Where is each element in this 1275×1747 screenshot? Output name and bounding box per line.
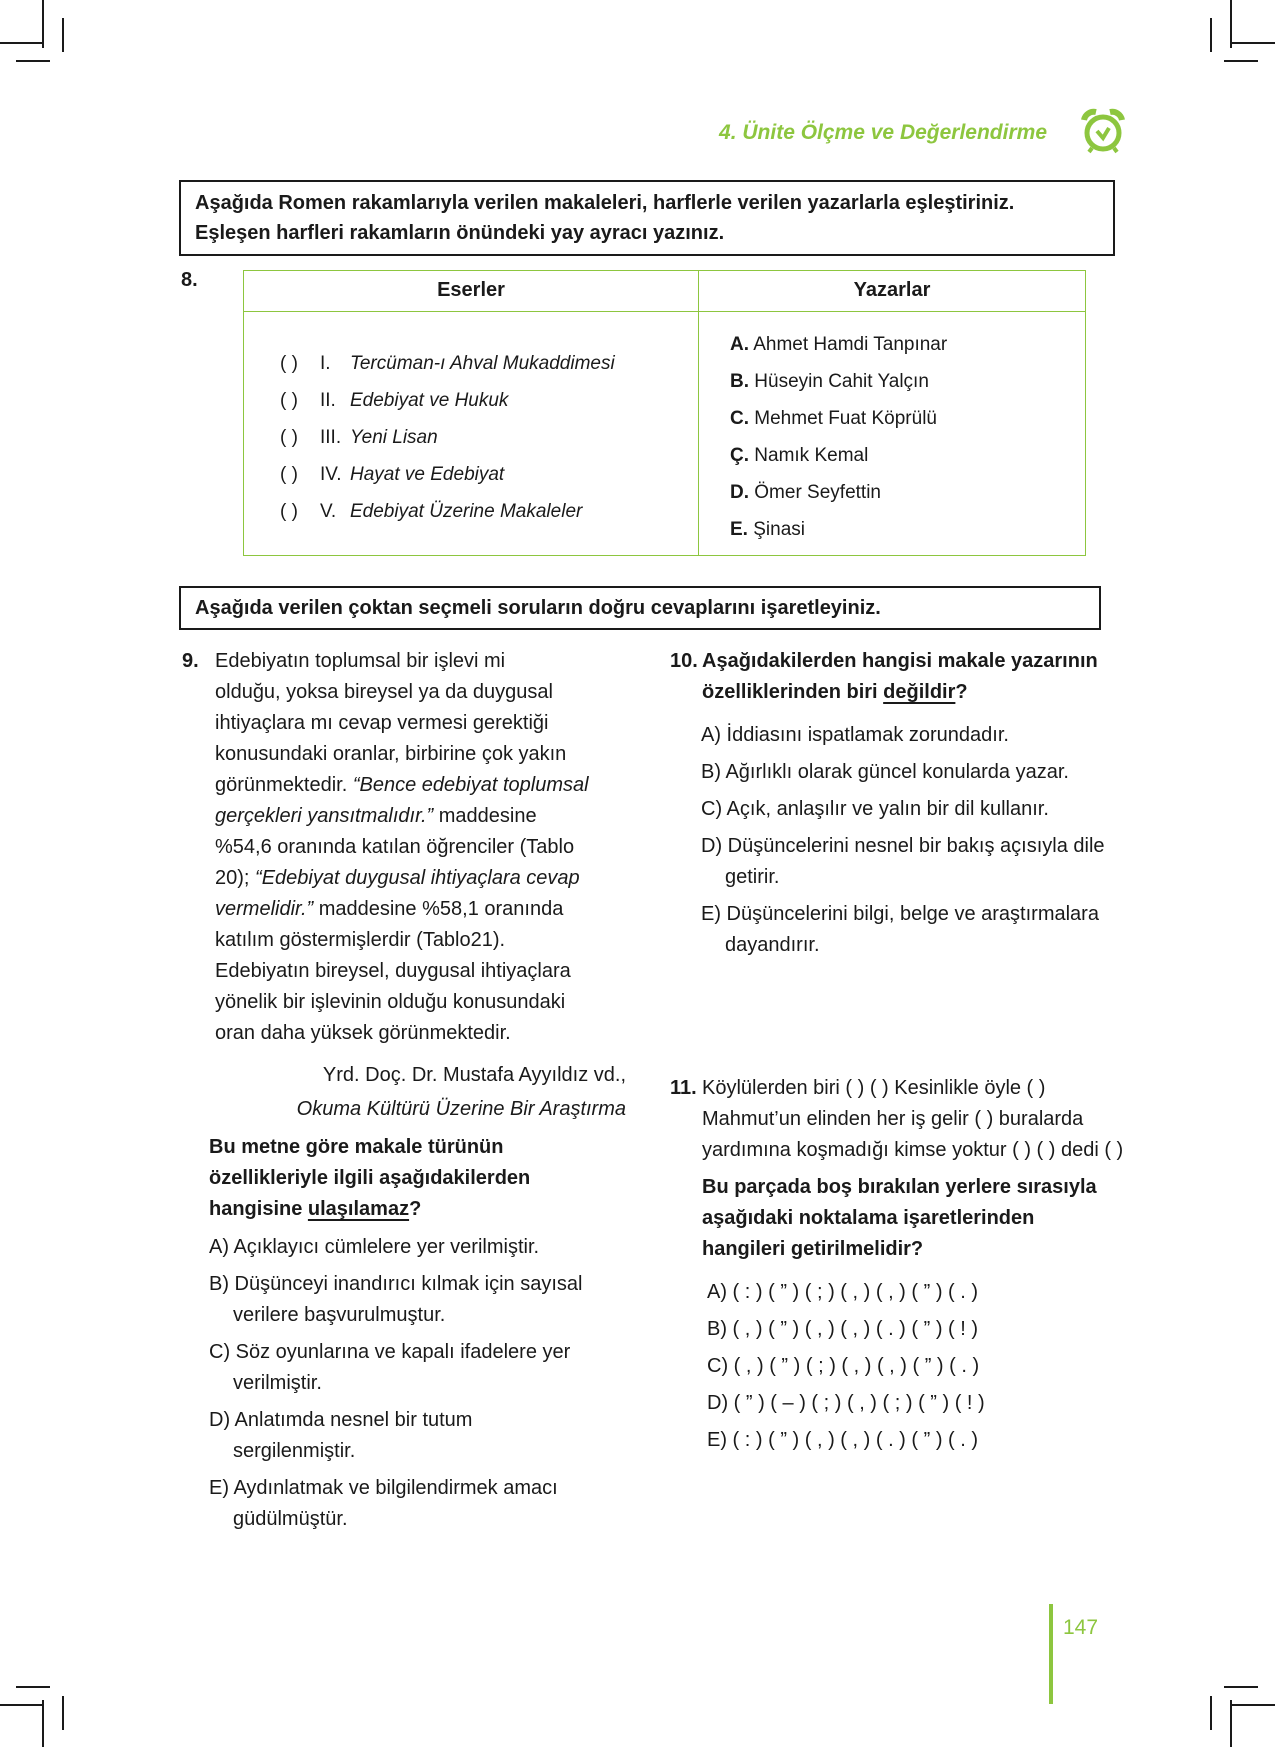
answer-blank[interactable]: ( ) [280, 353, 298, 374]
q9-option-a[interactable]: A) Açıklayıcı cümlelere yer verilmiştir. [209, 1236, 540, 1258]
q9-stem [209, 1132, 530, 1225]
work-item [280, 464, 504, 486]
q11-option-b[interactable]: B) ( , ) ( ” ) ( , ) ( , ) ( . ) ( ” ) ( ! ) [707, 1318, 979, 1340]
author-letter: A. [730, 334, 749, 355]
stem-line: Aşağıdakilerden hangisi makale yazarının [702, 650, 1098, 672]
stem-line: özellikleriyle ilgili aşağıdakilerden [209, 1167, 531, 1189]
author-item [730, 519, 805, 541]
author-item [730, 482, 881, 504]
matching-instruction [179, 180, 1115, 256]
answer-blank[interactable]: ( ) [280, 464, 298, 485]
author-item [730, 371, 929, 393]
q11-passage [702, 1073, 1123, 1166]
passage-line: oran daha yüksek görünmektedir. [215, 1022, 511, 1044]
q10-stem [702, 646, 1098, 708]
roman-numeral: IV. [320, 464, 342, 485]
instruction-line: Eşleşen harfleri rakamların önündeki yay ayracı yazınız. [195, 222, 725, 244]
work-item [280, 390, 508, 412]
passage-line: ihtiyaçlara mı cevap vermesi gerektiği [215, 712, 549, 734]
work-item [280, 353, 615, 375]
q10-option-d[interactable] [701, 831, 1105, 893]
page-number: 147 [1063, 1616, 1099, 1639]
roman-numeral: V. [320, 501, 337, 522]
alarm-clock-icon [1080, 108, 1126, 154]
author-name: Namık Kemal [754, 445, 869, 466]
author-letter: B. [730, 371, 749, 392]
option-line: verilmiştir. [233, 1372, 322, 1394]
unit-title: 4. Ünite Ölçme ve Değerlendirme [719, 121, 1047, 144]
author-name: Ahmet Hamdi Tanpınar [753, 334, 948, 355]
stem-line: aşağıdaki noktalama işaretlerinden [702, 1207, 1035, 1229]
question-number: 11. [670, 1077, 697, 1099]
matching-table [243, 270, 1086, 556]
passage-text: 20); [215, 867, 256, 889]
question-number: 10. [670, 650, 698, 672]
q11-option-d[interactable]: D) ( ” ) ( – ) ( ; ) ( , ) ( ; ) ( ” ) ( ! ) [707, 1392, 985, 1414]
stem-text: ? [955, 681, 968, 703]
work-title: Tercüman-ı Ahval Mukaddimesi [350, 353, 615, 374]
source-title: Okuma Kültürü Üzerine Bir Araştırma [296, 1098, 626, 1120]
work-title: Edebiyat ve Hukuk [350, 390, 509, 411]
quote-text: gerçekleri yansıtmalıdır.” [215, 805, 434, 827]
option-line: B) Düşünceyi inandırıcı kılmak için sayısal [209, 1273, 583, 1295]
passage-text: maddesine [433, 805, 537, 827]
passage-line [215, 801, 635, 832]
q11-option-c[interactable]: C) ( , ) ( ” ) ( ; ) ( , ) ( , ) ( ” ) ( . ) [707, 1355, 980, 1377]
passage-line: Mahmut’un elinden her iş gelir ( ) buralarda [702, 1108, 1084, 1130]
q10-option-b[interactable]: B) Ağırlıklı olarak güncel konularda yazar. [701, 761, 1069, 783]
passage-line [215, 894, 635, 925]
instruction-line: Aşağıda Romen rakamlarıyla verilen makaleleri, harflerle verilen yazarlarla eşleştiriniz. [195, 192, 1015, 214]
question-number: 8. [181, 269, 198, 291]
author-item [730, 445, 868, 467]
roman-numeral: II. [320, 390, 336, 411]
option-line: C) Söz oyunlarına ve kapalı ifadelere yer [209, 1341, 571, 1363]
option-line: E) Düşüncelerini bilgi, belge ve araştırmalara [701, 903, 1099, 925]
author-name: Mehmet Fuat Köprülü [754, 408, 937, 429]
answer-blank[interactable]: ( ) [280, 427, 298, 448]
option-line: güdülmüştür. [233, 1508, 348, 1530]
answer-blank[interactable]: ( ) [280, 501, 298, 522]
q11-stem [702, 1172, 1097, 1265]
passage-line: yönelik bir işlevinin olduğu konusundaki [215, 991, 566, 1013]
author-name: Ömer Seyfettin [754, 482, 881, 503]
author-name: Hüseyin Cahit Yalçın [754, 371, 929, 392]
passage-line: Köylülerden biri ( ) ( ) Kesinlikle öyle ( ) [702, 1077, 1046, 1099]
works-column-header: Eserler [437, 279, 505, 301]
passage-text: görünmektedir. [215, 774, 353, 796]
author-item [730, 408, 937, 430]
page-number-bar [1049, 1604, 1053, 1704]
roman-numeral: I. [320, 353, 331, 374]
question-number: 9. [182, 650, 199, 672]
work-item [280, 501, 582, 523]
stem-line [702, 677, 1098, 708]
q9-option-b[interactable] [209, 1269, 582, 1331]
author-letter: Ç. [730, 445, 749, 466]
source-author: Yrd. Doç. Dr. Mustafa Ayyıldız vd., [322, 1064, 626, 1086]
passage-text: maddesine %58,1 oranında [313, 898, 564, 920]
q9-option-c[interactable] [209, 1337, 570, 1399]
q10-option-e[interactable] [701, 899, 1099, 961]
stem-keyword: değildir [883, 681, 956, 703]
passage-line: katılım göstermişlerdir (Tablo21). [215, 929, 506, 951]
passage-line: %54,6 oranında katılan öğrenciler (Tablo [215, 836, 575, 858]
option-line: getirir. [725, 866, 780, 888]
work-item [280, 427, 438, 449]
passage-line [215, 770, 635, 801]
quote-text: “Edebiyat duygusal ihtiyaçlara cevap [255, 867, 580, 889]
q9-passage [215, 646, 635, 1049]
option-line: D) Düşüncelerini nesnel bir bakış açısıyla dile [701, 835, 1105, 857]
passage-line: olduğu, yoksa bireysel ya da duygusal [215, 681, 553, 703]
author-letter: D. [730, 482, 749, 503]
column-divider [698, 271, 699, 555]
passage-line [215, 863, 635, 894]
q10-option-c[interactable]: C) Açık, anlaşılır ve yalın bir dil kullanır. [701, 798, 1049, 820]
q11-option-e[interactable]: E) ( : ) ( ” ) ( , ) ( , ) ( . ) ( ” ) ( . ) [707, 1429, 979, 1451]
passage-line: konusundaki oranlar, birbirine çok yakın [215, 743, 567, 765]
stem-line: Bu parçada boş bırakılan yerlere sırasıyla [702, 1176, 1097, 1198]
passage-line: Edebiyatın bireysel, duygusal ihtiyaçlara [215, 960, 571, 982]
stem-line: hangileri getirilmelidir? [702, 1238, 924, 1260]
passage-line: yardımına koşmadığı kimse yoktur ( ) ( ) dedi ( ) [702, 1139, 1124, 1161]
roman-numeral: III. [320, 427, 342, 448]
author-letter: C. [730, 408, 749, 429]
q9-option-d[interactable] [209, 1405, 472, 1467]
stem-line: Bu metne göre makale türünün [209, 1136, 504, 1158]
quote-text: vermelidir.” [215, 898, 314, 920]
work-title: Hayat ve Edebiyat [350, 464, 505, 485]
q11-option-a[interactable]: A) ( : ) ( ” ) ( ; ) ( , ) ( , ) ( ” ) ( . ) [707, 1281, 979, 1303]
stem-keyword: ulaşılamaz [307, 1198, 410, 1220]
work-title: Edebiyat Üzerine Makaleler [350, 501, 583, 522]
stem-text: ? [409, 1198, 422, 1220]
quote-text: “Bence edebiyat toplumsal [352, 774, 589, 796]
passage-line: Edebiyatın toplumsal bir işlevi mi [215, 650, 506, 672]
author-letter: E. [730, 519, 748, 540]
q9-option-e[interactable] [209, 1473, 558, 1535]
mc-instruction: Aşağıda verilen çoktan seçmeli soruların doğru cevaplarını işaretleyiniz. [179, 586, 1101, 630]
author-item [730, 334, 947, 356]
stem-text: özelliklerinden biri [702, 681, 884, 703]
option-line: sergilenmiştir. [233, 1440, 356, 1462]
option-line: dayandırır. [725, 934, 820, 956]
option-line: verilere başvurulmuştur. [233, 1304, 446, 1326]
stem-text: hangisine [209, 1198, 308, 1220]
q10-option-a[interactable]: A) İddiasını ispatlamak zorundadır. [701, 724, 1009, 746]
author-name: Şinasi [753, 519, 805, 540]
stem-line [209, 1194, 530, 1225]
option-line: E) Aydınlatmak ve bilgilendirmek amacı [209, 1477, 558, 1499]
answer-blank[interactable]: ( ) [280, 390, 298, 411]
work-title: Yeni Lisan [350, 427, 438, 448]
authors-column-header: Yazarlar [853, 279, 931, 301]
option-line: D) Anlatımda nesnel bir tutum [209, 1409, 473, 1431]
